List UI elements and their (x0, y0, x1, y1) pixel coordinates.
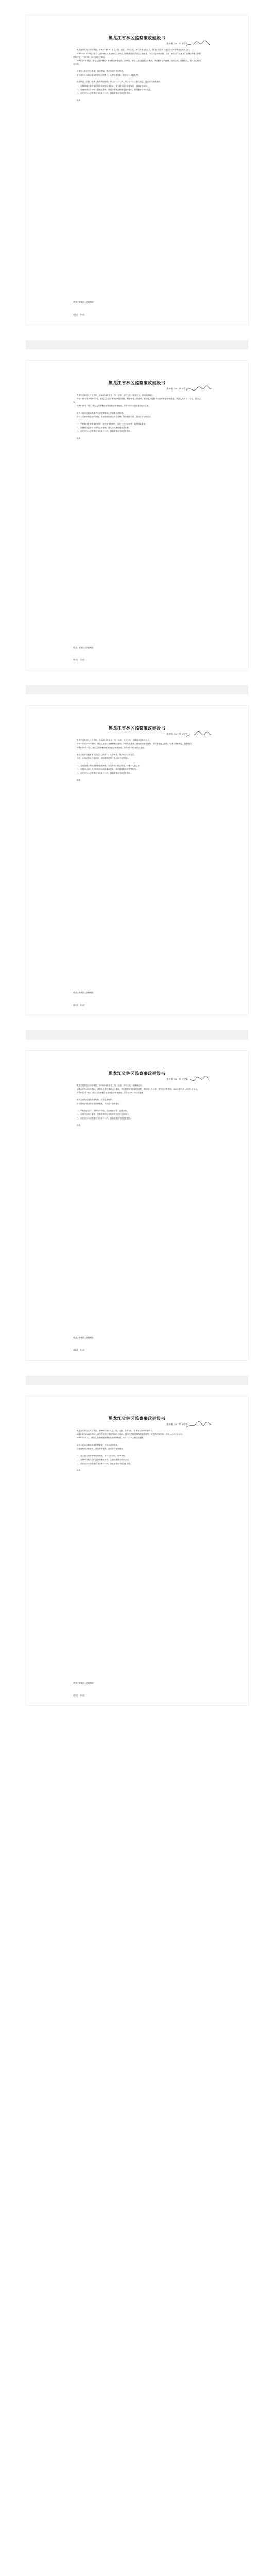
document-page-3 (26, 706, 248, 1015)
page-title: 黑龙江省林区监察廉政建设书 (108, 36, 166, 40)
handwritten-signature (184, 1420, 212, 1430)
paragraph: 二、加强内部审计监督，对基层单位财务收支情况进行定期审计。 (77, 1113, 131, 1116)
document-page-5 (26, 1396, 248, 1705)
paragraph: 黑龙江省林区人民检察院，1962年4月9日出生，男，汉族，初中文化，小林区林业局工人，黑龙江省森林工业总局大兴安岭分局原副主任。 (77, 49, 192, 51)
paragraph: 对被告人依法予以审查，指定管辖，依法审理并作出判决。 (77, 70, 125, 73)
paragraph: 二、加强对林区干部职工的廉政教育，增强法制观念和廉洁自律意识，预防职务犯罪的发生。 (77, 88, 153, 91)
issuer: 黑龙江省林区人民检察院 (73, 301, 94, 303)
paragraph: 2014年至2016年期间，被告人在担任物资科副科长期间，利用负责物资采购的职务便利，收受供货商回扣，共计人民币十万余元。 (77, 1433, 184, 1436)
paragraph: 黑龙江省林区人民检察院，1966年11月出生，男，汉族，高中文化，原林业局物资科副科长。 (77, 1430, 155, 1432)
paragraph: 2015年10月19日，被告人因涉嫌贪污罪被黑龙江省林区人民检察院依法决定立案侦查，于次日被刑事拘留。同年11月2日，经黑龙江省林区中级人民检察院决定，于同年11月3日被依法逮捕。 (73, 53, 201, 58)
document-page-1 (26, 15, 248, 325)
handwritten-signature (184, 384, 212, 395)
page-separator (26, 1030, 248, 1040)
document-body (73, 1084, 201, 1127)
document-body (73, 48, 201, 103)
page-number: 第1页 共5页 (73, 314, 85, 316)
paragraph: 三、请在收到本检察建议书后两个月内，将落实情况书面回复我院。 (77, 772, 132, 774)
paragraph: 三、请在收到本检察建议书后两个月内，将落实情况书面回复我院。 (77, 1117, 132, 1120)
page-title: 黑龙江省林区监察廉政建设书 (108, 381, 166, 385)
paragraph: 鉴于被告人到案后如实供述自己的罪行，认罪态度较好，依法可以从轻处罚。 (77, 74, 140, 76)
paragraph: 被告人归案后能够如实供述自己的罪行，认罪悔罪，依法可以从轻处罚。 (77, 754, 136, 756)
document-number: 黑林检（2017）8号字 (166, 1423, 187, 1426)
document-body (73, 394, 201, 440)
document-number: 黑林检（2017）7号字 (166, 1078, 187, 1080)
issuer: 黑龙江省林区人民检察院 (73, 647, 94, 649)
closing: 此致 (77, 1469, 81, 1472)
page-separator (26, 340, 248, 349)
handwritten-signature (184, 39, 212, 49)
paragraph: 一、完善造林工程招投标和验收制度，实行多部门联合验收，杜绝一人说了算。 (77, 765, 142, 767)
page-separator (26, 1376, 248, 1385)
paragraph: 为加强物资采购管理，预防职务犯罪，提出如下检察建议： (77, 1448, 125, 1450)
paragraph: 2016年7月5日，被告人因涉嫌受贿罪被依法刑事拘留，同年7月19日被依法逮捕。 (77, 1437, 145, 1439)
page-number: 第4页 共5页 (73, 1349, 85, 1351)
page-title: 黑龙江省林区监察廉政建设书 (108, 726, 166, 731)
page-number: 第5页 共5页 (73, 1694, 85, 1697)
handwritten-signature (184, 1075, 212, 1085)
closing: 此致 (77, 437, 81, 439)
paragraph: 为进一步规范林业工程管理，预防职务犯罪，提出如下检察建议： (77, 757, 131, 760)
closing: 此致 (77, 1124, 81, 1127)
paragraph: 2013年至2015年期间，被告人在担任林场会计期间，利用管理财务的职务便利，采取收入不入账、虚列支出等手段，侵吞公款共计人民币八万余元。 (77, 1088, 199, 1091)
paragraph: 一、严格执行会计、出纳分设制度，实行钱账分管，定期对账。 (77, 1110, 129, 1112)
paragraph: 二、加强重点岗位人员的轮岗交流和廉政教育，筑牢拒腐防变的思想防线。 (77, 768, 138, 771)
paragraph: 被告人案发后退缴全部赃款，认罪态度较好。 (77, 1099, 114, 1101)
issuer: 黑龙江省林区人民检察院 (73, 1337, 94, 1339)
paragraph: 针对上述案件暴露出的问题，为加强林区基层单位管理，预防职务犯罪，提出如下检察建议： (77, 415, 153, 418)
paragraph: 2015年6月至2016年3月，被告人在担任林场副场长期间，利用职务上的便利，伙同他人虚报冒领国家林业补贴资金，共计人民币十二万元，据为己有。 (73, 398, 201, 403)
paragraph: 2016年2月24日，被告人因涉嫌贪污罪被依法刑事拘留，同年3月9日被依法逮捕。 (77, 1092, 145, 1094)
paragraph: 黑龙江省林区人民检察院，1965年6月出生，男，汉族，高中文化，林业工人，原林场副场长。 (77, 394, 155, 396)
paragraph: 三、请在收到本检察建议书后两个月内，将落实情况书面回复我院。 (77, 1462, 132, 1465)
paragraph: 二、加强对基层领导干部的监督管理，落实党风廉政建设责任制。 (77, 426, 131, 429)
paragraph: 2016年4月18日，被告人因涉嫌贪污罪被依法刑事拘留，同年5月2日经批准被依法逮捕。 (77, 404, 150, 407)
paragraph: 一、严格林业补贴资金的申报、审核和发放程序，实行公开公示制度，接受群众监督。 (77, 422, 147, 425)
paragraph: 综上所述，依据《中华人民共和国刑法》第三百八十二条、第三百八十三条之规定，提出如下检察建议： (77, 81, 162, 83)
paragraph: 黑龙江省林区人民检察院，1970年8月出生，男，汉族，中专文化，原林场会计。 (77, 1084, 144, 1087)
paragraph: 三、请在收到本检察建议书后两个月内，将落实情况书面回复我院。 (77, 92, 132, 94)
page-separator (26, 685, 248, 694)
paragraph: 2016年5月28日，被告人因涉嫌贪污罪被移送审查起诉。经审查，被告人在担任副主任期间，利用职务上的便利，侵吞公款，数额较大，其行为已构成贪污罪。 (73, 59, 201, 65)
page-title: 黑龙江省林区监察廉政建设书 (108, 1071, 166, 1076)
page-title: 黑龙江省林区监察廉政建设书 (108, 1416, 166, 1421)
paragraph: 二、加强对采购人员的监督和廉政教育，定期开展警示教育活动。 (77, 1459, 131, 1461)
document-body (73, 1429, 201, 1472)
paragraph: 一、加强对林区基层单位财务管理的监督检查，建立健全财务管理制度，堵塞管理漏洞。 (77, 84, 149, 87)
page-number: 第3页 共5页 (73, 1004, 85, 1006)
page-number: 第2页 共5页 (73, 659, 85, 661)
closing: 此致 (77, 99, 81, 101)
paragraph: 被告人归案后如实供述犯罪事实，并主动退缴赃款。 (77, 1444, 119, 1447)
issuer: 黑龙江省林区人民检察院 (73, 992, 94, 994)
document-page-4 (26, 1051, 248, 1360)
document-number: 黑林检（2017）5号字 (166, 387, 187, 390)
document-number: 黑林检（2017）6号字 (166, 733, 187, 735)
document-body (73, 739, 201, 782)
paragraph: 被告人到案后如实供述了全部犯罪事实，并退缴全部赃款。 (77, 412, 125, 414)
paragraph: 三、请在收到本检察建议书后两个月内，将落实情况书面回复我院。 (77, 430, 132, 433)
document-number: 黑林检（2017）4号字 (166, 42, 187, 45)
issuer: 黑龙江省林区人民检察院 (73, 1682, 94, 1684)
closing: 此致 (77, 779, 81, 782)
paragraph: 2014年至2016年期间，被告人在担任营林科科长期间，利用负责造林工程验收的职务便利，多次收受他人财物，为他人谋取利益，数额较大。 (77, 743, 194, 745)
paragraph: 黑龙江省林区人民检察院，1968年3月出生，男，汉族，大专文化，原林业局营林科科长。 (77, 739, 151, 741)
paragraph: 2016年9月12日，被告人因涉嫌受贿罪被依法刑事拘留，同年9月26日被依法逮捕。 (77, 747, 146, 749)
paragraph: 针对该案反映出的财务管理漏洞，提出如下检察建议： (77, 1103, 122, 1105)
handwritten-signature (184, 730, 212, 740)
document-page-2 (26, 361, 248, 670)
paragraph: 一、建立健全物资采购管理制度，推行公开招标、集中采购。 (77, 1455, 127, 1458)
